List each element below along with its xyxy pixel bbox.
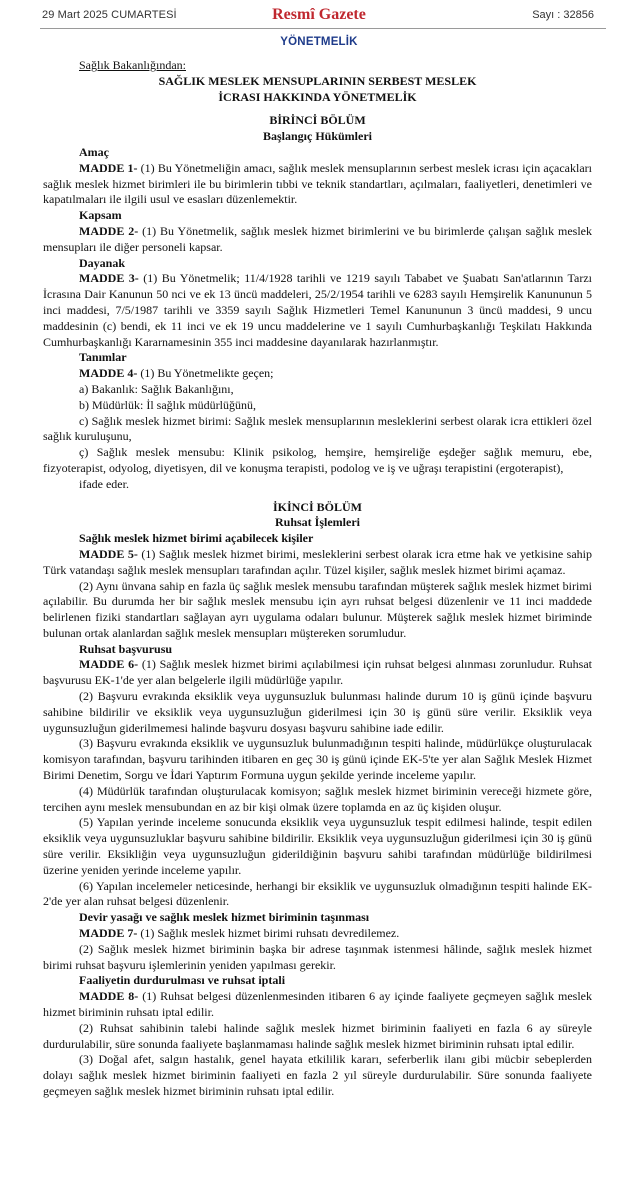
article-5-para-1: (1) Sağlık meslek hizmet birimi, mesleklerini serbest olarak icra etme hak ve yetkisine sahip Türk vatandaşı sağlık meslek mensupları tarafından açılır. Tüzel kişiler, sağlık meslek hizmet birimi açamaz. bbox=[43, 546, 593, 577]
article-6-heading: Ruhsat başvurusu bbox=[79, 641, 173, 656]
article-5-heading: Sağlık meslek hizmet birimi açabilecek kişiler bbox=[79, 531, 314, 546]
article-6-label: MADDE 6- bbox=[79, 657, 139, 672]
part-1-heading: BİRİNCİ BÖLÜM bbox=[269, 113, 366, 128]
article-4-text: (1) Bu Yönetmelikte geçen; bbox=[137, 366, 274, 381]
article-6-para-2: (2) Başvuru evrakında eksiklik veya uygunsuzluk bulunması halinde durum 10 iş günü içinde başvuru sahibine bildirilir ve eksiklik veya uygunsuzluğun giderilmesi için 30 iş günü süre verilir. Eksiklik veya uygunsuzluğun giderilmemesi halinde başvuru dosyası başvuru sahibine iade edilir. bbox=[43, 689, 592, 735]
regulation-body bbox=[43, 58, 592, 1100]
article-6-para-4: (4) Müdürlük tarafından oluşturulacak komisyon; sağlık meslek hizmet biriminin vereceği hizmete göre, tercihen aynı meslek mensubundan en az bir kişi olmak üzere toplamda en az üç kişiden oluşur. bbox=[43, 783, 592, 814]
section-label: YÖNETMELİK bbox=[280, 36, 358, 48]
article-1-heading: Amaç bbox=[79, 144, 109, 159]
definition-c: c) Sağlık meslek hizmet birimi: Sağlık meslek mensuplarının mesleklerini serbest olarak icra ettikleri özel sağlık kuruluşunu, bbox=[43, 413, 592, 444]
article-1 bbox=[43, 161, 592, 208]
article-2-heading: Kapsam bbox=[79, 208, 122, 223]
regulation-title-line-1: SAĞLIK MESLEK MENSUPLARININ SERBEST MESLEK bbox=[158, 73, 477, 88]
article-2-text: (1) Bu Yönetmelik, sağlık meslek hizmet birimlerini ve bu birimlerde çalışan sağlık meslek mensupları ile diğer personeli kapsar. bbox=[43, 223, 592, 254]
article-3-heading: Dayanak bbox=[79, 255, 126, 270]
definition-b: b) Müdürlük: İl sağlık müdürlüğünü, bbox=[79, 397, 256, 412]
article-8-para-1: (1) Ruhsat belgesi düzenlenmesinden itibaren 6 ay içinde faaliyete geçmeyen sağlık meslek hizmet biriminin ruhsatı iptal edilir. bbox=[43, 989, 592, 1020]
article-8-label: MADDE 8- bbox=[79, 989, 139, 1004]
ministry-text: Sağlık Bakanlığından: bbox=[79, 58, 186, 72]
article-7-label: MADDE 7- bbox=[79, 926, 138, 941]
definition-cc: ç) Sağlık meslek mensubu: Klinik psikolog, hemşire, hemşireliğe eşdeğer sağlık memuru, ebe, fizyoterapist, odyolog, diyetisyen, dil ve konuşma terapisti, podolog ve iş ve uğraşı terapistini (ergoterapist), bbox=[43, 445, 592, 475]
article-5-label: MADDE 5- bbox=[79, 546, 138, 561]
part-2-heading: İKİNCİ BÖLÜM bbox=[272, 499, 362, 514]
article-2-label: MADDE 2- bbox=[79, 223, 139, 238]
article-5-para-2: (2) Aynı ünvana sahip en fazla üç sağlık meslek mensubu tarafından müşterek sağlık meslek hizmet birimi açılabilir. Bu durumda her bir sağlık meslek mensubu için ayrı ruhsat belgesi düzenlenir ve 11 inci maddede belirlenen fiziki standartları sağlayan ayrı uygulama odaları bulunur. Müşterek sağlık meslek hizmet biriminde bulunan ortak alanlardan sağlık meslek mensupları müştereken sorumludur. bbox=[43, 578, 592, 640]
header-divider bbox=[40, 28, 606, 29]
article-4-label: MADDE 4- bbox=[79, 366, 138, 381]
article-7 bbox=[43, 926, 592, 942]
article-3 bbox=[43, 271, 592, 350]
regulation-title-line-2: İCRASI HAKKINDA YÖNETMELİK bbox=[218, 89, 417, 104]
article-1-label: MADDE 1- bbox=[79, 160, 138, 175]
gazette-header bbox=[0, 0, 638, 34]
article-8 bbox=[43, 989, 592, 1021]
part-1-subheading: Başlangıç Hükümleri bbox=[262, 129, 372, 144]
article-7-para-2: (2) Sağlık meslek hizmet biriminin başka bir adrese taşınmak istenmesi hâlinde, sağlık meslek hizmet birimi ruhsat başvuru işlemlerinin yeniden yapılması gerekir. bbox=[43, 941, 592, 972]
article-6-para-5: (5) Yapılan yerinde inceleme sonucunda eksiklik veya uygunsuzluk tespit edilmesi halinde, tespit edilen eksiklik veya uygunsuzluklar başvuru sahibine bildirilir. Eksiklik veya uygunsuzluğun giderilmesi için 30 iş günü süre verilir. Eksikliğin veya uygunsuzluğun giderildiğinin başvuru sahibi tarafından müdürlüğe bildirilmesi üzerine yeniden yerinde inceleme yapılır. bbox=[43, 815, 592, 877]
article-8-para-3: (3) Doğal afet, salgın hastalık, genel hayata etkililik kararı, seferberlik ilanı gibi mücbir sebeplerden dolayı sağlık meslek hizmet biriminin faaliyeti en fazla 2 yıl süreyle durdurulabilir. Süre sonunda faaliyete geçmeyen sağlık meslek hizmet biriminin ruhsatı iptal edilir. bbox=[43, 1052, 592, 1098]
article-7-heading: Devir yasağı ve sağlık meslek hizmet biriminin taşınması bbox=[79, 910, 370, 925]
article-6-para-6: (6) Yapılan incelemeler neticesinde, herhangi bir eksiklik ve uygunsuzluk olmadığının tespiti halinde EK-2'de yer alan ruhsat belgesi düzenlenir. bbox=[43, 878, 592, 909]
article-3-label: MADDE 3- bbox=[79, 271, 139, 286]
article-5 bbox=[43, 547, 592, 579]
definition-a: a) Bakanlık: Sağlık Bakanlığını, bbox=[79, 381, 234, 396]
article-1-text: (1) Bu Yönetmeliğin amacı, sağlık meslek mensuplarının serbest meslek icrası için açacakları sağlık meslek hizmet birimleri ile bu birimlerin tıbbi ve teknik standartları, açılmaları, faaliyetleri, denetimleri ve kapatılmaları ile ilgili usul ve esasları düzenlemektir. bbox=[43, 160, 592, 207]
definition-end: ifade eder. bbox=[79, 476, 129, 491]
article-8-heading: Faaliyetin durdurulması ve ruhsat iptali bbox=[79, 973, 286, 988]
part-2-subheading: Ruhsat İşlemleri bbox=[275, 515, 360, 530]
article-6-para-3: (3) Başvuru evrakında eksiklik ve uygunsuzluk bulunmadığının tespiti halinde, müdürlükçe oluşturulacak komisyon tarafından, başvuru tarihinden itibaren en geç 30 iş günü içinde EK-5'te yer alan Sağlık Meslek Hizmet Birimi Denetim, Sorgu ve İdari Yaptırım Formuna uygun şekilde yerinde inceleme yapılır. bbox=[43, 736, 592, 783]
article-6 bbox=[43, 657, 592, 689]
article-7-para-1: (1) Sağlık meslek hizmet birimi ruhsatı devredilemez. bbox=[137, 926, 400, 941]
article-6-para-1: (1) Sağlık meslek hizmet birimi açılabilmesi için ruhsat belgesi alınması zorunludur. Ruhsat başvurusu EK-1'de yer alan belgelerle ilgili müdürlüğe yapılır. bbox=[43, 657, 592, 688]
article-2 bbox=[43, 224, 592, 256]
article-4 bbox=[43, 366, 592, 382]
article-3-text: (1) Bu Yönetmelik; 11/4/1928 tarihli ve 1219 sayılı Tababet ve Şuabatı San'atlarının Tarzı İcrasına Dair Kanunun 50 nci ve ek 13 üncü maddeleri, 25/2/1954 tarihli ve 6283 sayılı Hemşirelik Kanununun 5 inci maddesi, 7/5/1987 tarihli ve 3359 sayılı Sağlık Hizmetleri Temel Kanununun 3 üncü maddesi, 9 uncu maddesinin (c) bendi, ek 11 inci ve ek 19 uncu maddelerine ve 1 sayılı Cumhurbaşkanlığı Teşkilatı Hakkında Cumhurbaşkanlığı Kararnamesinin 355 inci maddesine dayanılarak hazırlanmıştır. bbox=[43, 271, 592, 349]
gazette-title: Resmî Gazete bbox=[272, 6, 366, 23]
article-4-heading: Tanımlar bbox=[79, 350, 127, 365]
publication-date: 29 Mart 2025 CUMARTESİ bbox=[42, 9, 177, 21]
issue-number: Sayı : 32856 bbox=[532, 9, 594, 21]
issuing-ministry bbox=[43, 58, 592, 74]
article-8-para-2: (2) Ruhsat sahibinin talebi halinde sağlık meslek hizmet biriminin faaliyeti en fazla 6 ay süreyle durdurulabilir, süre sonunda faaliyete başlanmaması halinde sağlık meslek hizmet biriminin ruhsatı iptal edilir. bbox=[43, 1020, 592, 1051]
